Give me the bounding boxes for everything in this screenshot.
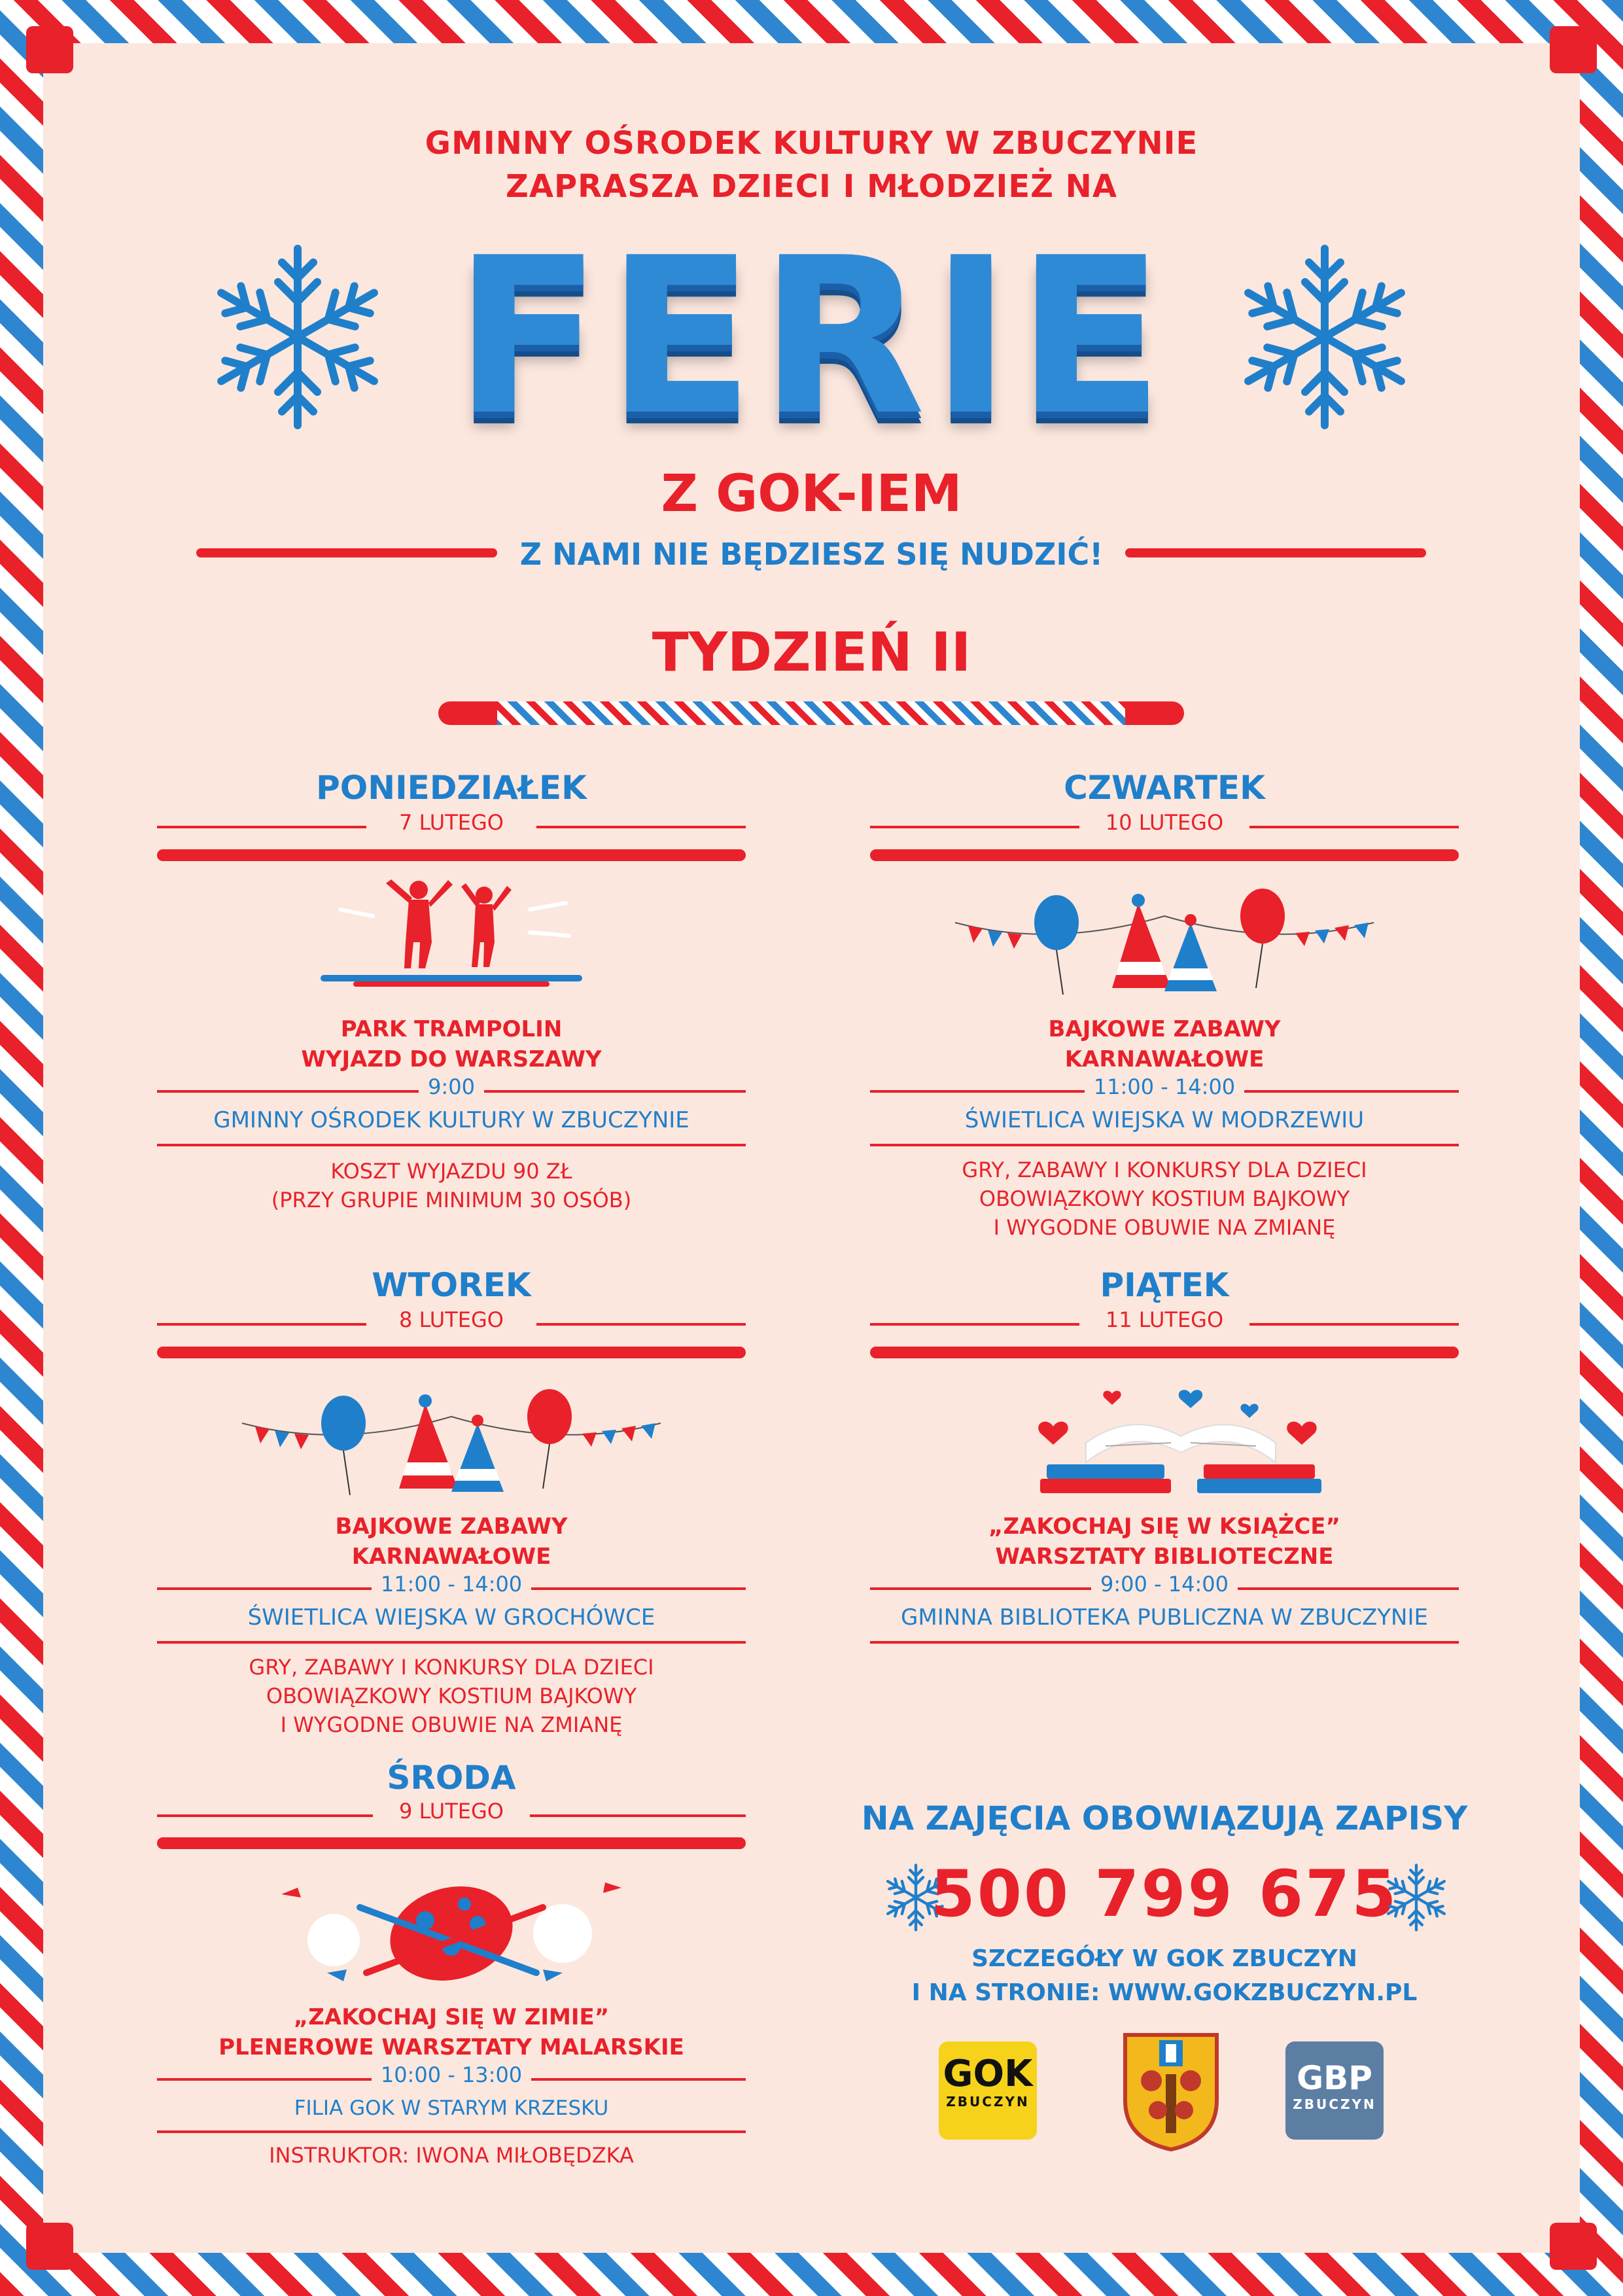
subtitle: Z GOK-IEM [661, 465, 962, 523]
event-title-line-2: PLENEROWE WARSZTATY MALARSKIE [218, 2034, 684, 2060]
header-line-2: ZAPRASZA DZIECI I MŁODZIEŻ NA [506, 168, 1117, 205]
event-place: GMINNY OŚRODEK KULTURY W ZBUCZYNIE [213, 1107, 689, 1133]
gbp-logo [1285, 2041, 1384, 2140]
day-thursday-date: 10 LUTEGO [1079, 810, 1249, 835]
event-notes [157, 1653, 746, 1739]
tagline: Z NAMI NIE BĘDZIESZ SIĘ NUDZIĆ! [519, 537, 1104, 572]
coat-of-arms-logo [1119, 2028, 1223, 2153]
event-title-line-2: WYJAZD DO WARSZAWY [301, 1046, 602, 1072]
party-bunting-balloons-illustration [236, 1377, 667, 1515]
divider [157, 1641, 746, 1644]
event-thursday [870, 1014, 1459, 1074]
phone-number: 500 799 675 [930, 1857, 1399, 1932]
logo-text: GOK [943, 2053, 1033, 2095]
note-line: OBOWIĄZKOWY KOSTIUM BAJKOWY [266, 1684, 637, 1708]
note-line: I WYGODNE OBUWIE NA ZMIANĘ [280, 1712, 623, 1737]
note-line: I WYGODNE OBUWIE NA ZMIANĘ [993, 1215, 1336, 1240]
event-place: ŚWIETLICA WIEJSKA W GROCHÓWCE [247, 1604, 655, 1631]
note-line: OBOWIĄZKOWY KOSTIUM BAJKOWY [979, 1186, 1350, 1211]
event-place: GMINNA BIBLIOTEKA PUBLICZNA W ZBUCZYNIE [901, 1604, 1428, 1631]
event-wednesday [157, 2002, 746, 2062]
event-time-value: 11:00 - 14:00 [372, 1572, 531, 1597]
day-tuesday-name: WTOREK [372, 1266, 531, 1304]
day-wednesday-name: ŚRODA [387, 1759, 516, 1797]
day-friday-date: 11 LUTEGO [1079, 1307, 1249, 1332]
divider [157, 2130, 746, 2133]
divider [870, 1641, 1459, 1644]
event-notes [870, 1156, 1459, 1242]
note-line: INSTRUKTOR: IWONA MIŁOBĘDZKA [269, 2143, 634, 2168]
note-line: (PRZY GRUPIE MINIMUM 30 OSÓB) [271, 1188, 632, 1212]
event-place: ŚWIETLICA WIEJSKA W MODRZEWIU [964, 1107, 1365, 1133]
decorative-bar [157, 1347, 746, 1358]
decorative-bar [870, 1347, 1459, 1358]
event-monday [157, 1014, 746, 1074]
decorative-candy-bar [438, 701, 1184, 725]
logo-text: GBP [1297, 2059, 1372, 2097]
logo-subtext: ZBUCZYN [1293, 2096, 1376, 2112]
corner-decoration [26, 26, 73, 73]
event-title-line-1: BAJKOWE ZABAWY [1048, 1016, 1281, 1042]
event-title-line-1: BAJKOWE ZABAWY [335, 1513, 568, 1540]
party-bunting-balloons-illustration [949, 877, 1380, 1014]
website-line: I NA STRONIE: WWW.GOKZBUCZYN.PL [911, 1979, 1418, 2006]
decorative-bar [157, 1837, 746, 1849]
corner-decoration [26, 2223, 73, 2270]
event-time [157, 1572, 746, 1597]
event-tuesday [157, 1511, 746, 1572]
note-line: KOSZT WYJAZDU 90 ZŁ [330, 1159, 572, 1184]
signup-heading: NA ZAJĘCIA OBOWIĄZUJĄ ZAPISY [861, 1799, 1468, 1837]
event-time [870, 1572, 1459, 1597]
open-book-hearts-illustration [1027, 1381, 1335, 1511]
divider [870, 1144, 1459, 1146]
event-time-value: 9:00 [419, 1074, 484, 1099]
details-line: SZCZEGÓŁY W GOK ZBUCZYN [971, 1945, 1357, 1972]
divider [157, 1144, 746, 1146]
day-tuesday-date: 8 LUTEGO [366, 1307, 536, 1332]
details-info [857, 1942, 1472, 2010]
event-time [157, 2062, 746, 2087]
decorative-bar [157, 849, 746, 861]
event-time-value: 11:00 - 14:00 [1085, 1074, 1244, 1099]
event-title-line-2: WARSZTATY BIBLIOTECZNE [995, 1544, 1334, 1570]
event-time [870, 1074, 1459, 1099]
event-friday [870, 1511, 1459, 1572]
note-line: GRY, ZABAWY I KONKURSY DLA DZIECI [962, 1157, 1367, 1182]
event-time [157, 1074, 746, 1099]
main-title: FERIE [453, 211, 1170, 463]
day-monday-name: PONIEDZIAŁEK [316, 769, 587, 807]
note-line: GRY, ZABAWY I KONKURSY DLA DZIECI [249, 1655, 654, 1680]
event-title-line-2: KARNAWAŁOWE [1064, 1046, 1265, 1072]
header-line-1: GMINNY OŚRODEK KULTURY W ZBUCZYNIE [425, 125, 1198, 162]
week-title: TYDZIEŃ II [652, 622, 971, 684]
event-title-line-2: KARNAWAŁOWE [351, 1544, 551, 1570]
event-time-value: 10:00 - 13:00 [372, 2062, 531, 2087]
event-title-line-1: PARK TRAMPOLIN [340, 1016, 563, 1042]
event-title-line-1: „ZAKOCHAJ SIĘ W ZIMIE” [293, 2004, 610, 2030]
logo-subtext: ZBUCZYN [946, 2094, 1030, 2110]
corner-decoration [1550, 2223, 1597, 2270]
gok-logo [939, 2041, 1037, 2140]
event-place: FILIA GOK W STARYM KRZESKU [294, 2096, 609, 2120]
painting-palette-illustration [255, 1868, 648, 1992]
event-notes [157, 1157, 746, 1214]
day-thursday-name: CZWARTEK [1064, 769, 1265, 807]
day-wednesday-date: 9 LUTEGO [373, 1799, 530, 1824]
day-monday-date: 7 LUTEGO [366, 810, 536, 835]
event-notes [157, 2141, 746, 2170]
corner-decoration [1550, 26, 1597, 73]
decorative-bar [870, 849, 1459, 861]
day-friday-name: PIĄTEK [1100, 1266, 1229, 1304]
event-time-value: 9:00 - 14:00 [1091, 1572, 1238, 1597]
snowflake-icon [1380, 1862, 1452, 1934]
trampoline-jumpers-illustration [314, 870, 589, 995]
organizer-header [0, 122, 1623, 208]
event-title-line-1: „ZAKOCHAJ SIĘ W KSIĄŻCE” [988, 1513, 1340, 1540]
